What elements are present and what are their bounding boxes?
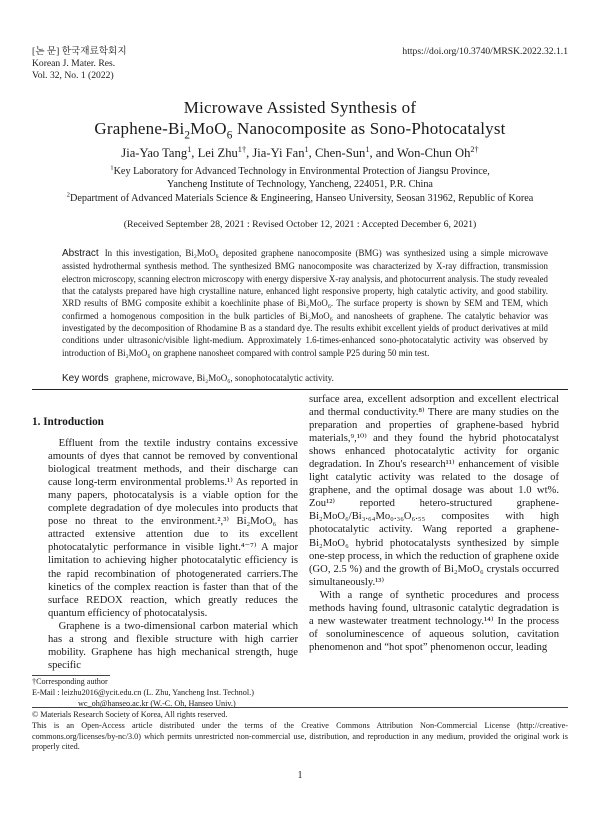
journal-header [32,46,127,83]
paper-title-line2 [0,118,600,142]
affiliation-mark: 2 [66,191,71,199]
author-name: Won-Chun Oh [396,146,471,160]
paragraph: With a range of synthetic procedures and process methods having found, ultrasonic catalytic degradation is a new wastewater treatment technology.¹⁴⁾ In the process of sonoluminescence of aqueous solution, cavitation phenomenon and “hot spot” phenomenon occur, leading [309,589,559,653]
keywords [62,373,334,384]
footnote-email: E-Mail : leizhu2016@ycit.edu.cn (L. Zhu, Yancheng Inst. Technol.) [32,687,254,697]
license-text: This is an Open-Access article distributed under the terms of the Creative Commons Attribution Non-Commercial License (http://creative-commons.org/licenses/by-nc/3.0) which permits unrestricted non-commercial use, distribution, and reproduction in any medium, provided the original work is properly cited. [32,720,568,752]
page-number: 1 [297,770,303,781]
footnote-rule [32,675,110,676]
doi-link[interactable]: https://doi.org/10.3740/MRSK.2022.32.1.1 [402,46,568,57]
paragraph: Graphene is a two-dimensional carbon material which has a strong and flexible structure with high carrier mobility. Graphene has high mechanical strength, huge specific [48,620,298,671]
license-notice [32,710,568,753]
title-subscript: 6 [226,129,233,142]
right-column [309,393,559,654]
title-subscript: 2 [184,129,191,142]
footnote-text: †Corresponding author [32,677,108,686]
author-affiliation-mark: 1 [304,144,309,154]
author-affiliation-mark: 1 [365,144,370,154]
submission-dates: (Received September 28, 2021 : Revised October 12, 2021 : Accepted December 6, 2021) [123,219,477,230]
author-name: Jia-Yi Fan [252,146,305,160]
journal-korean-name: [논 문] 한국재료학회지 [32,46,127,57]
author-name: Lei Zhu [197,146,238,160]
journal-english-name: Korean J. Mater. Res. [32,58,116,70]
author-affiliation-mark: 1 [187,144,192,154]
title-part: Graphene-Bi [94,119,185,138]
left-column [32,416,298,672]
abstract-label: Abstract [62,248,99,259]
title-part: MoO [190,119,227,138]
corresponding-author-note [32,677,568,709]
paper-title-line1: Microwave Assisted Synthesis of [183,98,417,117]
keywords-label: Key words [62,373,109,384]
author-list: Jia-Yao Tang$^1$, Lei Zhu$^{1\dagger}$, Jia-Yi Fan$^1$, Chen-Sun$^1$, and Won-Chun $Oh^{2\dagger}$ [121,144,479,160]
author-affiliation-mark: 2† [470,144,479,154]
section-heading: 1. Introduction [32,416,104,428]
author-name: Jia-Yao Tang [121,146,188,160]
affiliation-mark: 1 [110,164,114,172]
affiliation-1 [60,165,540,191]
affiliation-text: Key Laboratory for Advanced Technology in Environmental Protection of Jiangsu Province, [113,166,490,177]
affiliation-2 [20,192,580,205]
keywords-text: graphene, microwave, Bi₂MoO₆, sonophotocatalytic activity. [114,373,334,383]
affiliation-text: Yancheng Institute of Technology, Yancheng, 224051, P.R. China [167,179,433,190]
license-rule [32,707,568,708]
footnote-email: wc_oh@hanseo.ac.kr (W.-C. Oh, Hanseo Univ.) [78,698,236,708]
author-name: Chen-Sun [314,146,366,160]
journal-volume: Vol. 32, No. 1 (2022) [32,70,114,82]
paragraph: Effluent from the textile industry contains excessive amounts of dyes that cannot be removed by conventional biological treatment methods, and their discharge can cause long-term environmental problems.¹⁾ As reported in many papers, photocatalysis is a viable option for the complete degradation of dye molecules into products that pose no threat to the environment.²,³⁾ Bi₂MoO₆ has attracted extensive attention due to its excellent photocatalytic performance in visible light.⁴⁻⁷⁾ A major limitation to achieving higher photocatalytic efficiency is the rapid recombination of photogenerated carriers.The kinetics of the complex reaction is faster than that of the surface REDOX reaction, which greatly reduces the quantum efficiency of photocatalysis. [48,438,298,619]
title-part: Nanocomposite as Sono-Photocatalyst [232,119,506,138]
abstract-text: In this investigation, Bi₂MoO₆ deposited graphene nanocomposite (BMG) was synthesized using a simple microwave assisted hydrothermal synthesis method. The synthesized BMG nanocomposite was characterized by X-ray diffraction, transmission electron microscopy, scanning electron microscopy with energy dispersive X-ray analysis, and photocurrent analysis. The study revealed that the catalysts prepared have high crystalline nature, enhanced light responsive property, high catalytic activity, and good stability. XRD results of BMG composite exhibit a koechlinite phase of Bi₂MoO₆. The surface property is shown by SEM and TEM, which confirmed a homogenous composition in the bulk particles of Bi₂MoO₆ and nanosheets of graphene. The catalytic behavior was investigated by the decomposition of Rhodamine B as a standard dye. The results exhibit excellent yields of product derivatives at mild conditions under ultrasonic/visible light-medium. Approximately 1.6-times-enhanced sono-photocatalytic activity was observed by introduction of Bi₂MoO₆ on graphene nanosheet compared with control sample P25 during 50 min test. [62,248,548,358]
abstract [62,247,548,359]
section-divider [32,389,568,390]
copyright-text: © Materials Research Society of Korea, All rights reserved. [32,710,228,719]
author-affiliation-mark: 1† [237,144,247,154]
affiliation-text: Department of Advanced Materials Science & Engineering, Hanseo University, Seosan 31962, Republic of Korea [70,193,534,204]
paragraph: surface area, excellent adsorption and excellent electrical and thermal conductivity.⁸⁾ There are many studies on the preparation and properties of graphene-based hybrid materials,⁹,¹⁰⁾ and they found the hybrid photocatalyst shows enhanced photocatalytic activity for organic degradation. In Zhou's research¹¹⁾ enhancement of visible light catalytic activity was related to the dosage of graphene, and the optimal dosage was about 1.0 wt%. Zou¹²⁾ reported hetero-structured graphene-Bi₂MoO₆/Bi₃.₆₄Mo₀.₃₆O₆.₅₅ composites with high photocatalytic activity. Wang reported a graphene-Bi₂MoO₆ hybrid photocatalysts synthesized by simple one-step process, in which the reduction of graphene oxide (GO, 2.5 %) and the growth of Bi₂MoO₆ crystals occurred simultaneously.¹³⁾ [309,394,559,588]
